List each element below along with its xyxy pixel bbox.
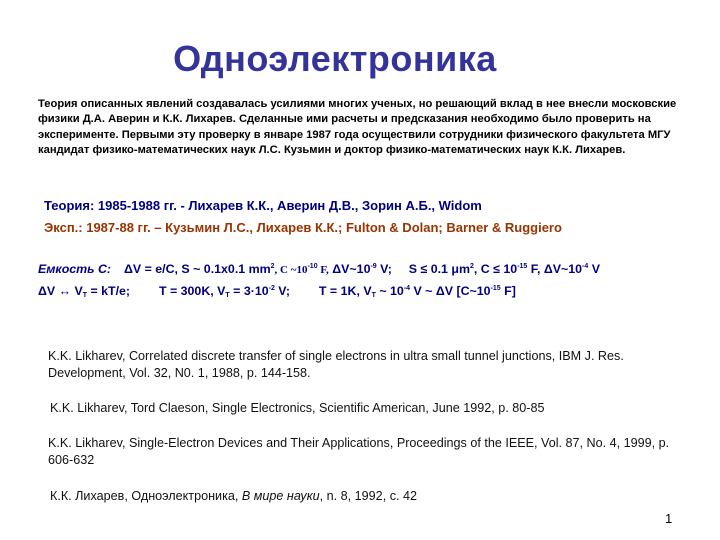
reference-2: K.K. Likharev, Tord Claeson, Single Electronics, Scientific American, June 1992, p. 80-85 <box>50 401 545 415</box>
thermal-voltage-formula-line <box>38 284 516 298</box>
capacitance-formula-line <box>38 262 600 276</box>
formula-part: = kT/e; <box>87 284 131 298</box>
formula-part: , C ~10 <box>274 264 308 276</box>
formula-sup: -4 <box>403 285 411 292</box>
formula-part: ΔV~10 <box>332 262 371 276</box>
formula-sup: -15 <box>517 263 528 270</box>
formula-part: ~ 10 <box>375 284 404 298</box>
formula-sup: -2 <box>268 285 275 292</box>
formula-part: ΔV = e/C, S ~ 0.1x0.1 mm <box>123 262 271 276</box>
formula-sub: T <box>225 292 230 299</box>
formula-part: F] <box>500 284 516 298</box>
capacitance-label: Емкость С: <box>38 262 112 276</box>
experiment-line: Эксп.: 1987-88 гг. – Кузьмин Л.С., Лихарев К.К.; Fulton & Dolan; Barner & Ruggiero <box>44 220 562 235</box>
formula-sup: -4 <box>582 263 589 270</box>
formula-part: = 3·10 <box>229 284 269 298</box>
reference-1: K.K. Likharev, Correlated discrete transfer of single electrons in ultra small tunnel junctions, IBM J. Res. Development, Vol. 32, N0. 1, 1988, p. 144-158. <box>48 349 624 380</box>
reference-4-text: К.К. Лихарев, Одноэлектроника, <box>50 489 242 503</box>
formula-part: T = 1K, V <box>318 284 372 298</box>
reference-3: K.K. Likharev, Single-Electron Devices and Their Applications, Proceedings of the IEEE, Vol. 87, No. 4, 1999, p. 606-632 <box>48 436 670 467</box>
formula-sup: -15 <box>490 285 501 292</box>
reference-4-tail: , n. 8, 1992, с. 42 <box>319 489 417 503</box>
theory-line: Теория: 1985-1988 гг. - Лихарев К.К., Аверин Д.В., Зорин А.Б., Widom <box>44 198 482 213</box>
formula-sub: T <box>371 292 376 299</box>
formula-part: V; <box>376 262 392 276</box>
formula-sup: -10 <box>307 263 318 270</box>
formula-sup: -9 <box>370 263 377 270</box>
formula-part: V <box>588 262 600 276</box>
formula-part: , C ≤ 10 <box>473 262 518 276</box>
slide-title: Одноэлектроника <box>173 38 497 79</box>
formula-part: ΔV ↔ V <box>38 284 83 298</box>
formula-sup: 2 <box>469 263 474 270</box>
formula-part: V; <box>274 284 291 298</box>
reference-4 <box>50 488 690 505</box>
reference-4-journal: В мире науки <box>241 489 320 503</box>
formula-part: F, ΔV~10 <box>527 262 583 276</box>
page-number: 1 <box>665 511 673 526</box>
formula-part: F, <box>317 264 329 276</box>
formula-part: T = 300K, V <box>158 284 226 298</box>
formula-part: V ~ ΔV [C~10 <box>410 284 491 298</box>
formula-part: S ≤ 0.1 μm <box>408 262 470 276</box>
formula-sup: 2 <box>270 263 275 270</box>
intro-paragraph: Теория описанных явлений создавалась усилиями многих ученых, но решающий вклад в нее внесли московские физики Д.А. Аверин и К.К. Лихарев. Сделанные ими расчеты и предсказания необходимо было проверить на эксперименте. Первыми эту проверку в январе 1987 года осуществили сотрудники физического факультета МГУ кандидат физико-математических наук Л.С. Кузьмин и доктор физико-математических наук К.К. Лихарев. <box>38 98 677 156</box>
formula-sub: T <box>82 292 87 299</box>
